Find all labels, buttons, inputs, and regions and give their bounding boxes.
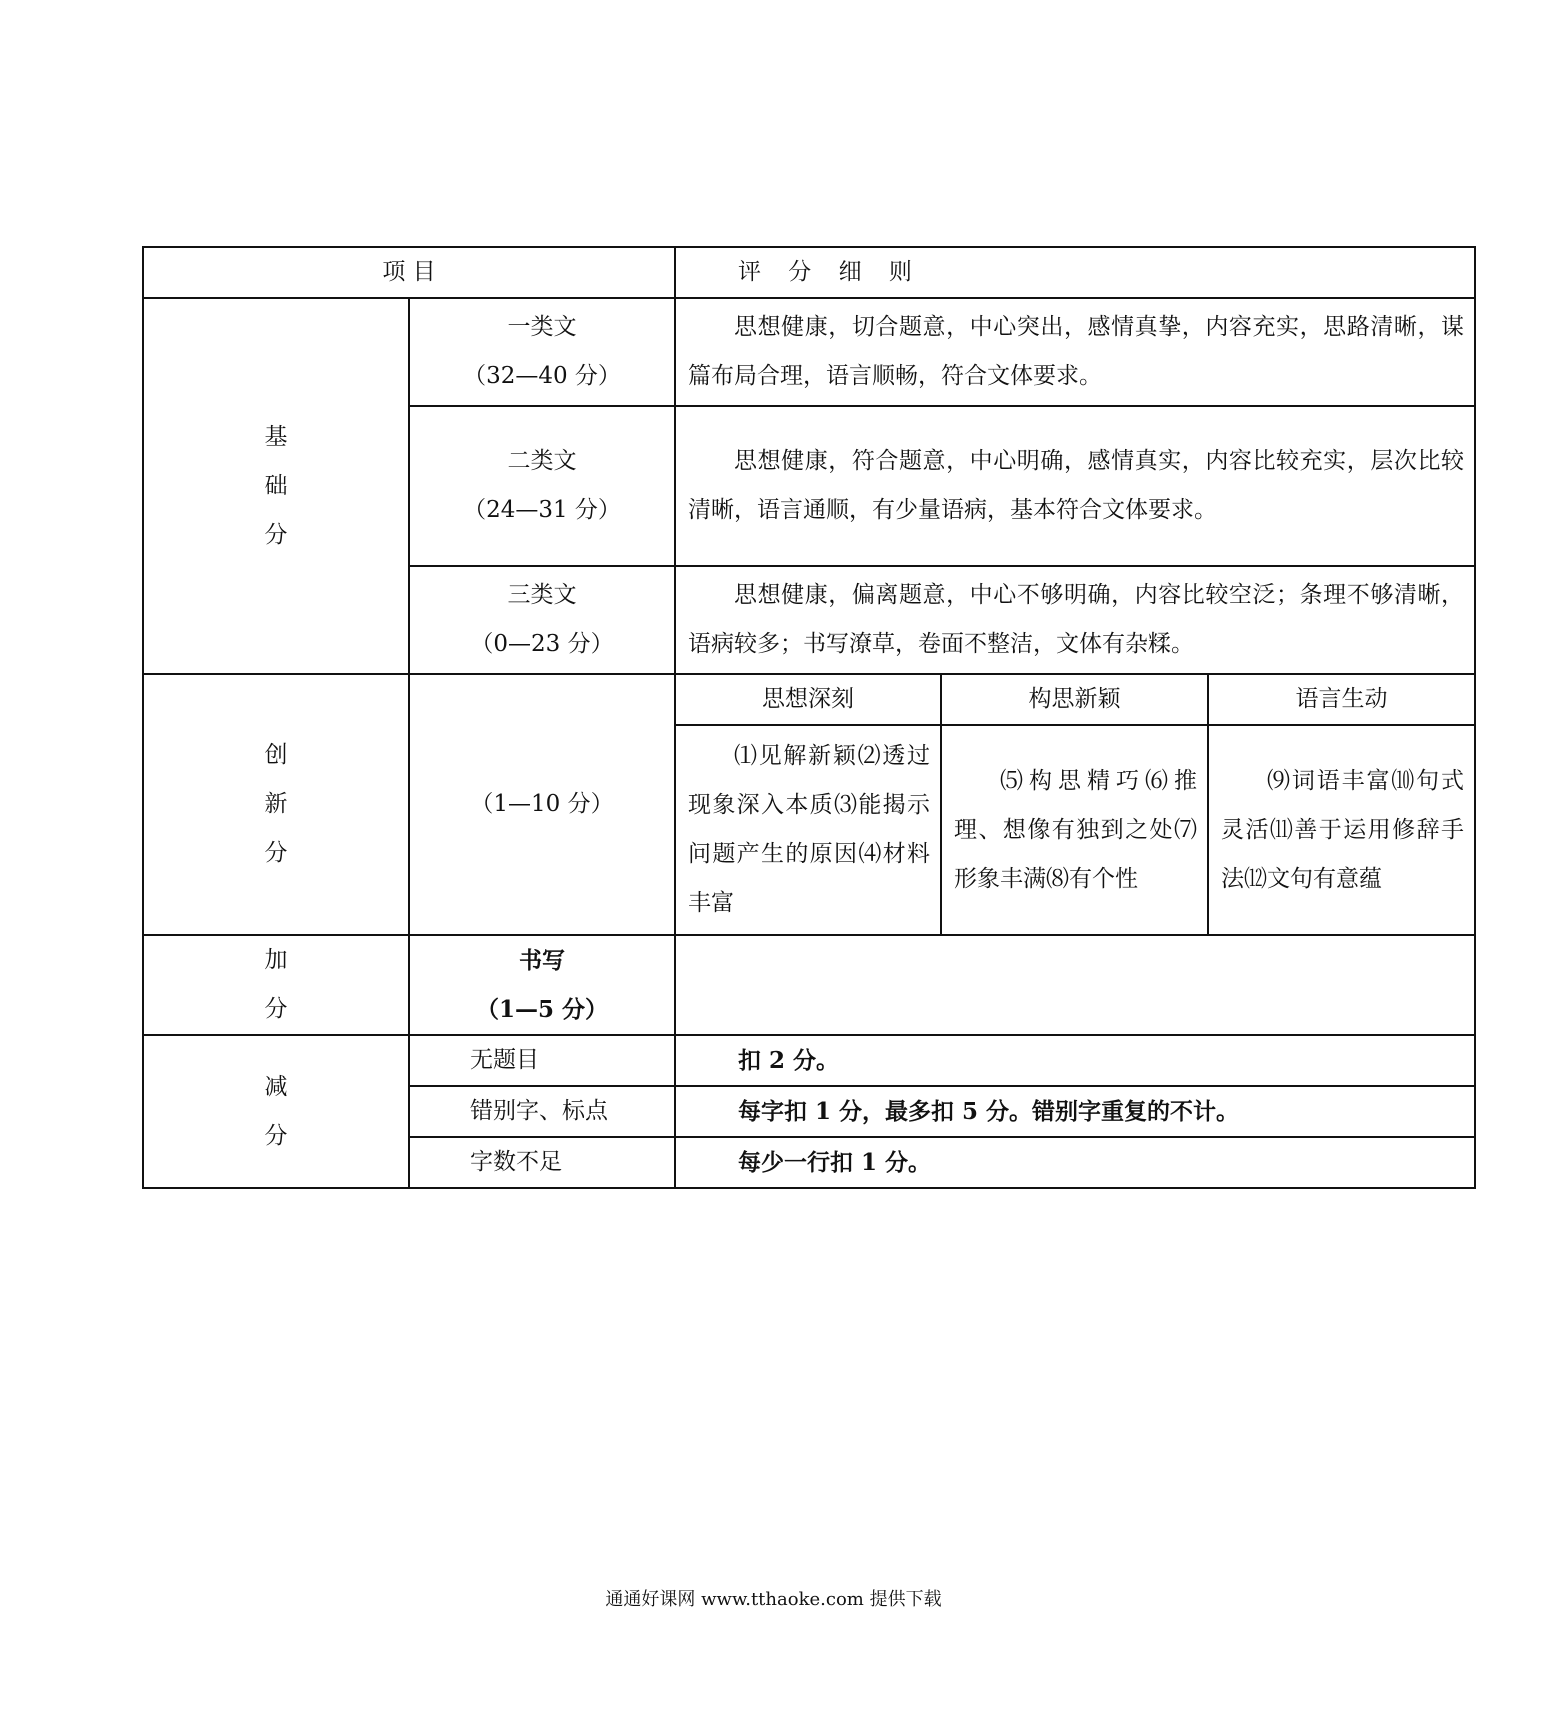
page-footer: 通通好课网 www.tthaoke.com 提供下载 <box>605 1589 942 1610</box>
deduction-item-3: 字数不足 <box>409 1137 675 1188</box>
deduction-item-1: 无题目 <box>409 1035 675 1086</box>
header-row <box>143 247 1475 298</box>
innovation-col-2-desc: ⑸构思精巧⑹推理、想像有独到之处⑺形象丰满⑻有个性 <box>941 725 1208 935</box>
deduction-rule-2: 每字扣 1 分，最多扣 5 分。错别字重复的不计。 <box>675 1086 1475 1137</box>
scoring-rubric-table <box>142 246 1476 1189</box>
level-3-desc: 思想健康，偏离题意，中心不够明确，内容比较空泛；条理不够清晰，语病较多；书写潦草，卷面不整洁，文体有杂糅。 <box>675 566 1475 674</box>
bonus-row <box>143 935 1475 1035</box>
level-2-name: 二类文 （24—31 分） <box>409 406 675 566</box>
header-rules: 评 分 细 则 <box>675 247 1475 298</box>
basic-row-1 <box>143 298 1475 406</box>
innovation-col-1-desc: ⑴见解新颖⑵透过现象深入本质⑶能揭示问题产生的原因⑷材料丰富 <box>675 725 941 935</box>
innovation-range: （1—10 分） <box>409 674 675 935</box>
level-3-name: 三类文 （0—23 分） <box>409 566 675 674</box>
header-item: 项 目 <box>143 247 675 298</box>
innovation-col-3-desc: ⑼词语丰富⑽句式灵活⑾善于运用修辞手法⑿文句有意蕴 <box>1208 725 1475 935</box>
innovation-col-1-title: 思想深刻 <box>675 674 941 725</box>
bonus-label: 加 分 <box>143 935 409 1035</box>
level-1-name: 一类文 （32—40 分） <box>409 298 675 406</box>
deduction-item-2: 错别字、标点 <box>409 1086 675 1137</box>
bonus-item: 书写 （1—5 分） <box>409 935 675 1035</box>
level-1-desc: 思想健康，切合题意，中心突出，感情真挚，内容充实，思路清晰，谋篇布局合理，语言顺畅，符合文体要求。 <box>675 298 1475 406</box>
basic-label: 基 础 分 <box>143 298 409 674</box>
deduction-rule-3: 每少一行扣 1 分。 <box>675 1137 1475 1188</box>
innovation-col-3-title: 语言生动 <box>1208 674 1475 725</box>
deduction-row-1 <box>143 1035 1475 1086</box>
innovation-header-row <box>143 674 1475 725</box>
level-2-desc: 思想健康，符合题意，中心明确，感情真实，内容比较充实，层次比较清晰，语言通顺，有少量语病，基本符合文体要求。 <box>675 406 1475 566</box>
innovation-col-2-title: 构思新颖 <box>941 674 1208 725</box>
bonus-rule <box>675 935 1475 1035</box>
deduction-label: 减 分 <box>143 1035 409 1188</box>
innovation-label: 创 新 分 <box>143 674 409 935</box>
deduction-rule-1: 扣 2 分。 <box>675 1035 1475 1086</box>
